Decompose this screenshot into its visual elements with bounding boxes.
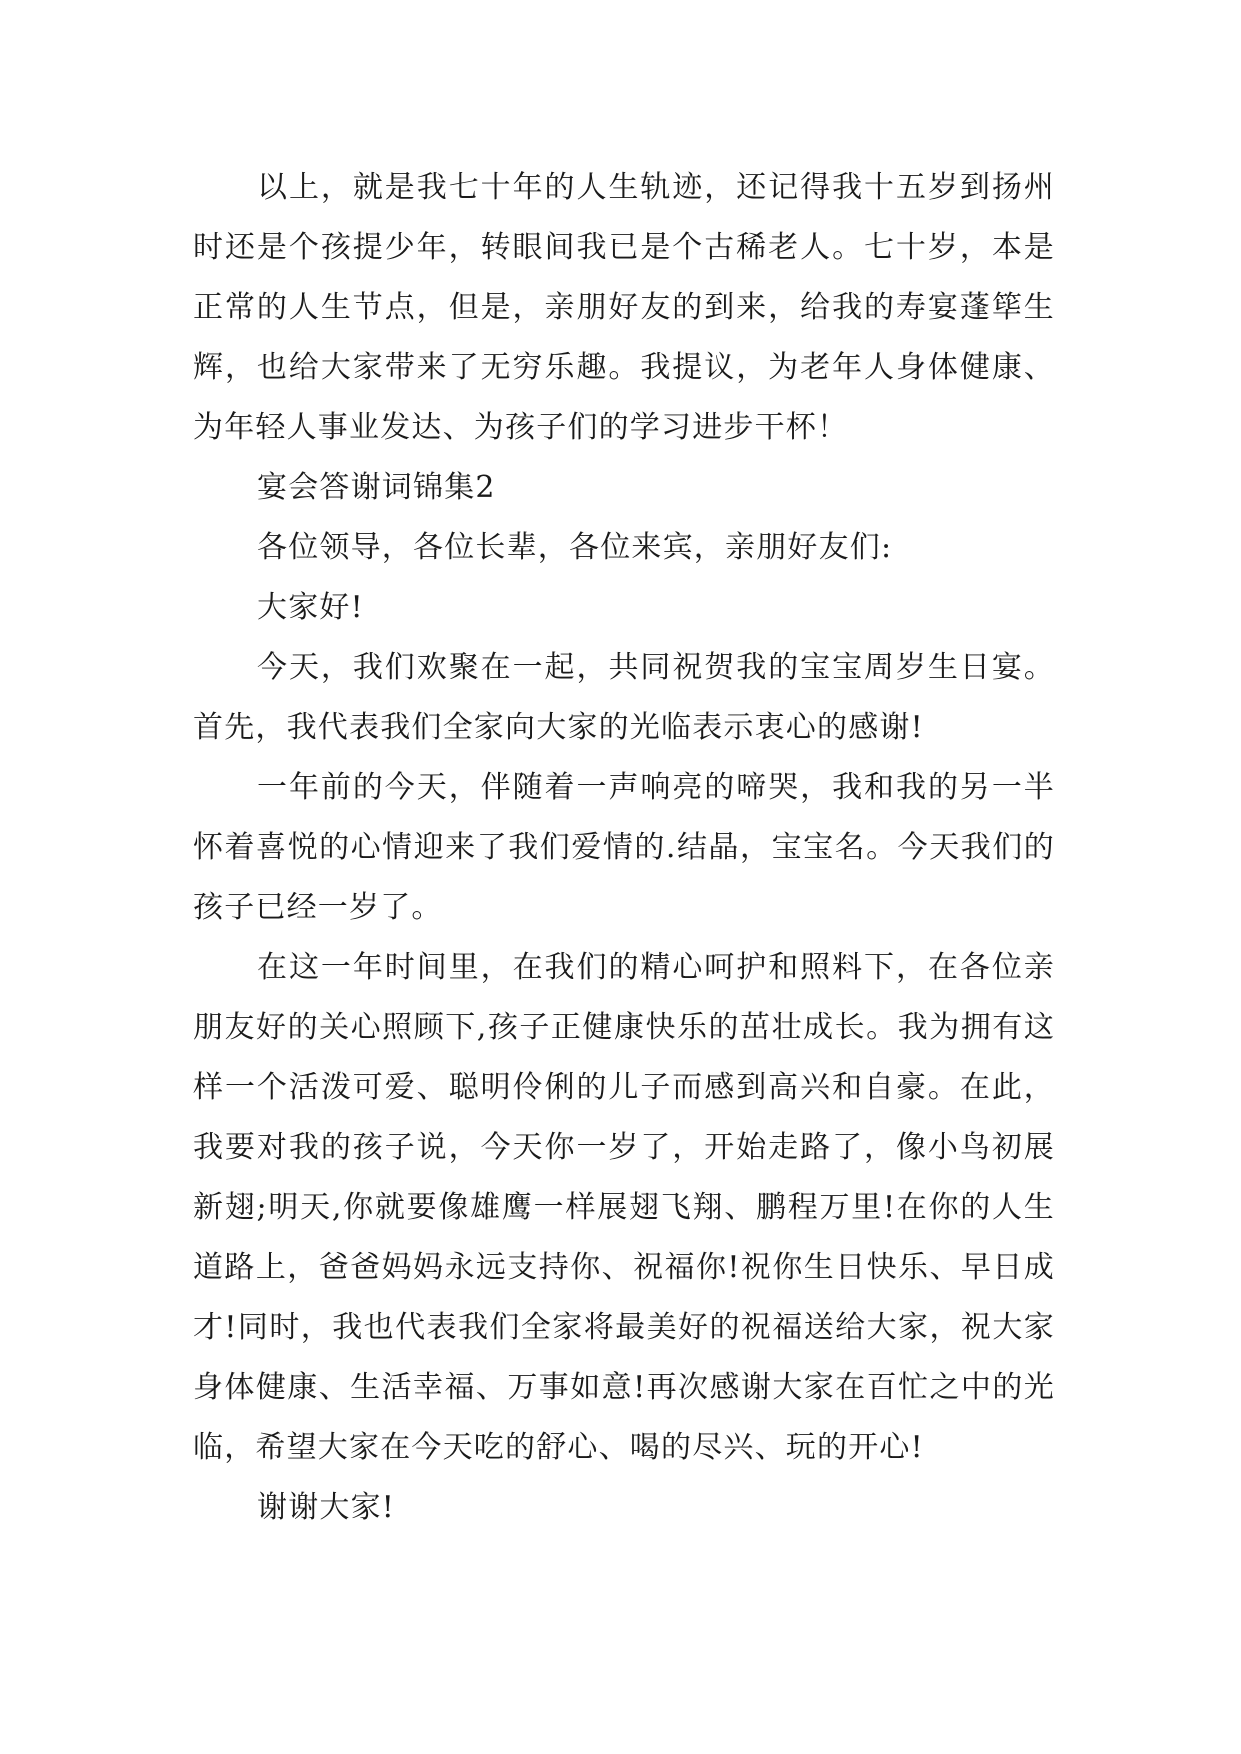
section-heading: 宴会答谢词锦集2 [257,470,496,505]
document-page [193,158,1055,1538]
greeting: 大家好! [257,590,364,625]
paragraph-closing-toast: 以上，就是我七十年的人生轨迹，还记得我十五岁到扬州时还是个孩提少年，转眼间我已是个古稀老人。七十岁，本是正常的人生节点，但是，亲朋好友的到来，给我的寿宴蓬筚生辉，也给大家带来了无穷乐趣。我提议，为老年人身体健康、为年轻人事业发达、为孩子们的学习进步干杯！ [193,170,1055,445]
salutation: 各位领导，各位长辈，各位来宾，亲朋好友们: [257,530,893,565]
closing-thanks: 谢谢大家! [257,1490,396,1525]
paragraph-birth: 一年前的今天，伴随着一声响亮的啼哭，我和我的另一半怀着喜悦的心情迎来了我们爱情的.结晶，宝宝名。今天我们的孩子已经一岁了。 [193,770,1055,925]
paragraph-welcome: 今天，我们欢聚在一起，共同祝贺我的宝宝周岁生日宴。首先，我代表我们全家向大家的光临表示衷心的感谢! [193,650,1055,745]
paragraph-wishes: 在这一年时间里，在我们的精心呵护和照料下，在各位亲朋友好的关心照顾下,孩子正健康快乐的茁壮成长。我为拥有这样一个活泼可爱、聪明伶俐的儿子而感到高兴和自豪。在此，我要对我的孩子说，今天你一岁了，开始走路了，像小鸟初展新翅;明天,你就要像雄鹰一样展翅飞翔、鹏程万里!在你的人生道路上，爸爸妈妈永远支持你、祝福你!祝你生日快乐、早日成才!同时，我也代表我们全家将最美好的祝福送给大家，祝大家身体健康、生活幸福、万事如意!再次感谢大家在百忙之中的光临，希望大家在今天吃的舒心、喝的尽兴、玩的开心! [193,950,1055,1465]
